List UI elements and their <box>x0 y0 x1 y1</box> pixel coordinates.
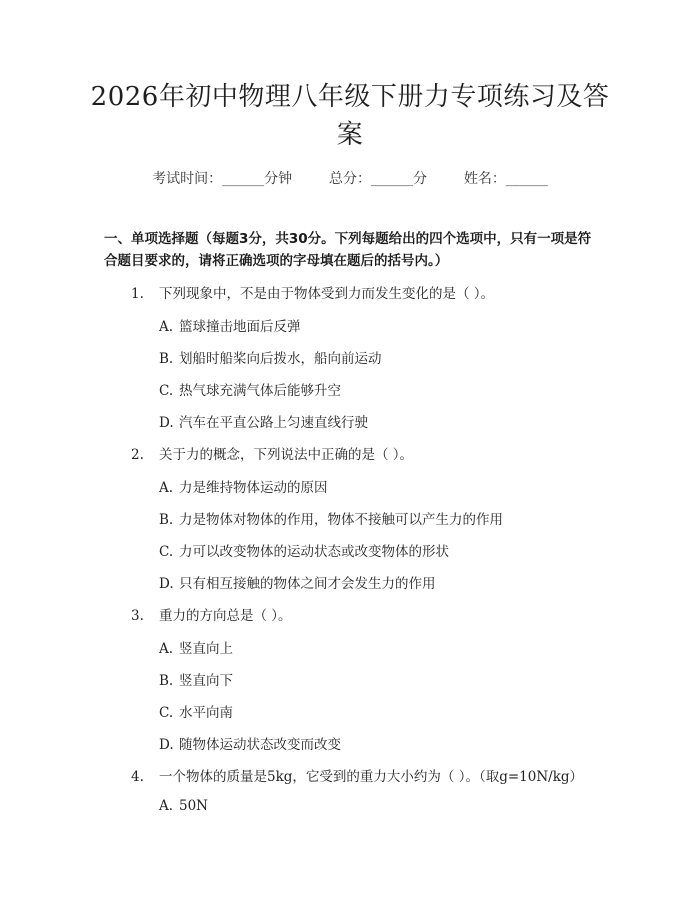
option-text: 50N <box>179 798 208 814</box>
question-3-option-c <box>159 701 233 721</box>
question-text: 一个物体的质量是5kg，它受到的重力大小约为（ ）。（取g=10N/kg） <box>159 769 584 785</box>
option-text: 随物体运动状态改变而改变 <box>179 737 341 753</box>
question-number: 1. <box>131 286 144 302</box>
question-3-option-d <box>159 733 341 753</box>
option-text: 力可以改变物体的运动状态或改变物体的形状 <box>179 544 449 560</box>
option-text: 只有相互接触的物体之间才会发生力的作用 <box>179 576 436 592</box>
option-text: 力是维持物体运动的原因 <box>179 480 328 496</box>
option-text: 力是物体对物体的作用，物体不接触可以产生力的作用 <box>179 512 503 528</box>
option-letter: A. <box>159 480 174 496</box>
option-letter: D. <box>159 415 174 431</box>
option-letter: A. <box>159 798 174 814</box>
name-label: 姓名： <box>463 171 506 187</box>
option-letter: A. <box>159 641 174 657</box>
question-1-option-b <box>159 347 382 367</box>
option-letter: C. <box>159 383 174 399</box>
question-4 <box>131 765 583 785</box>
option-letter: D. <box>159 737 174 753</box>
name-blank: ______ <box>505 171 548 187</box>
question-2-option-c <box>159 540 449 560</box>
option-text: 竖直向下 <box>179 673 233 689</box>
question-1-option-c <box>159 379 341 399</box>
option-letter: D. <box>159 576 174 592</box>
option-text: 热气球充满气体后能够升空 <box>179 383 341 399</box>
question-number: 2. <box>131 447 144 463</box>
question-text: 重力的方向总是（ ）。 <box>159 608 292 624</box>
option-letter: C. <box>159 705 174 721</box>
question-3 <box>131 604 292 624</box>
option-letter: B. <box>159 512 174 528</box>
exam-meta <box>0 168 700 188</box>
question-number: 3. <box>131 608 144 624</box>
question-number: 4. <box>131 769 144 785</box>
option-text: 竖直向上 <box>179 641 233 657</box>
time-label: 考试时间： <box>152 171 223 187</box>
question-1 <box>131 282 494 302</box>
time-unit: 分钟 <box>264 171 293 187</box>
score-unit: 分 <box>413 171 427 187</box>
question-2-option-a <box>159 476 328 496</box>
score-blank: ______ <box>371 171 413 187</box>
question-1-option-a <box>159 315 301 335</box>
question-2-option-d <box>159 572 436 592</box>
time-blank: ______ <box>222 171 265 187</box>
option-letter: A. <box>159 319 174 335</box>
question-3-option-b <box>159 669 233 689</box>
question-3-option-a <box>159 637 233 657</box>
exam-title: 2026年初中物理八年级下册力专项练习及答案 <box>90 82 610 150</box>
option-text: 汽车在平直公路上匀速直线行驶 <box>179 415 368 431</box>
section-heading: 一、单项选择题（每题3分，共30分。下列每题给出的四个选项中，只有一项是符合题目要求的，请将正确选项的字母填在题后的括号内。） <box>104 231 592 269</box>
question-text: 关于力的概念，下列说法中正确的是（ ）。 <box>159 447 414 463</box>
option-text: 划船时船桨向后拨水，船向前运动 <box>179 351 382 367</box>
question-4-option-a <box>159 798 208 814</box>
question-2-option-b <box>159 508 503 528</box>
option-text: 篮球撞击地面后反弹 <box>179 319 301 335</box>
option-letter: B. <box>159 673 174 689</box>
option-letter: C. <box>159 544 174 560</box>
question-2 <box>131 443 413 463</box>
option-letter: B. <box>159 351 174 367</box>
score-label: 总分： <box>329 171 371 187</box>
question-text: 下列现象中，不是由于物体受到力而发生变化的是（ ）。 <box>159 286 495 302</box>
question-1-option-d <box>159 411 368 431</box>
option-text: 水平向南 <box>179 705 233 721</box>
